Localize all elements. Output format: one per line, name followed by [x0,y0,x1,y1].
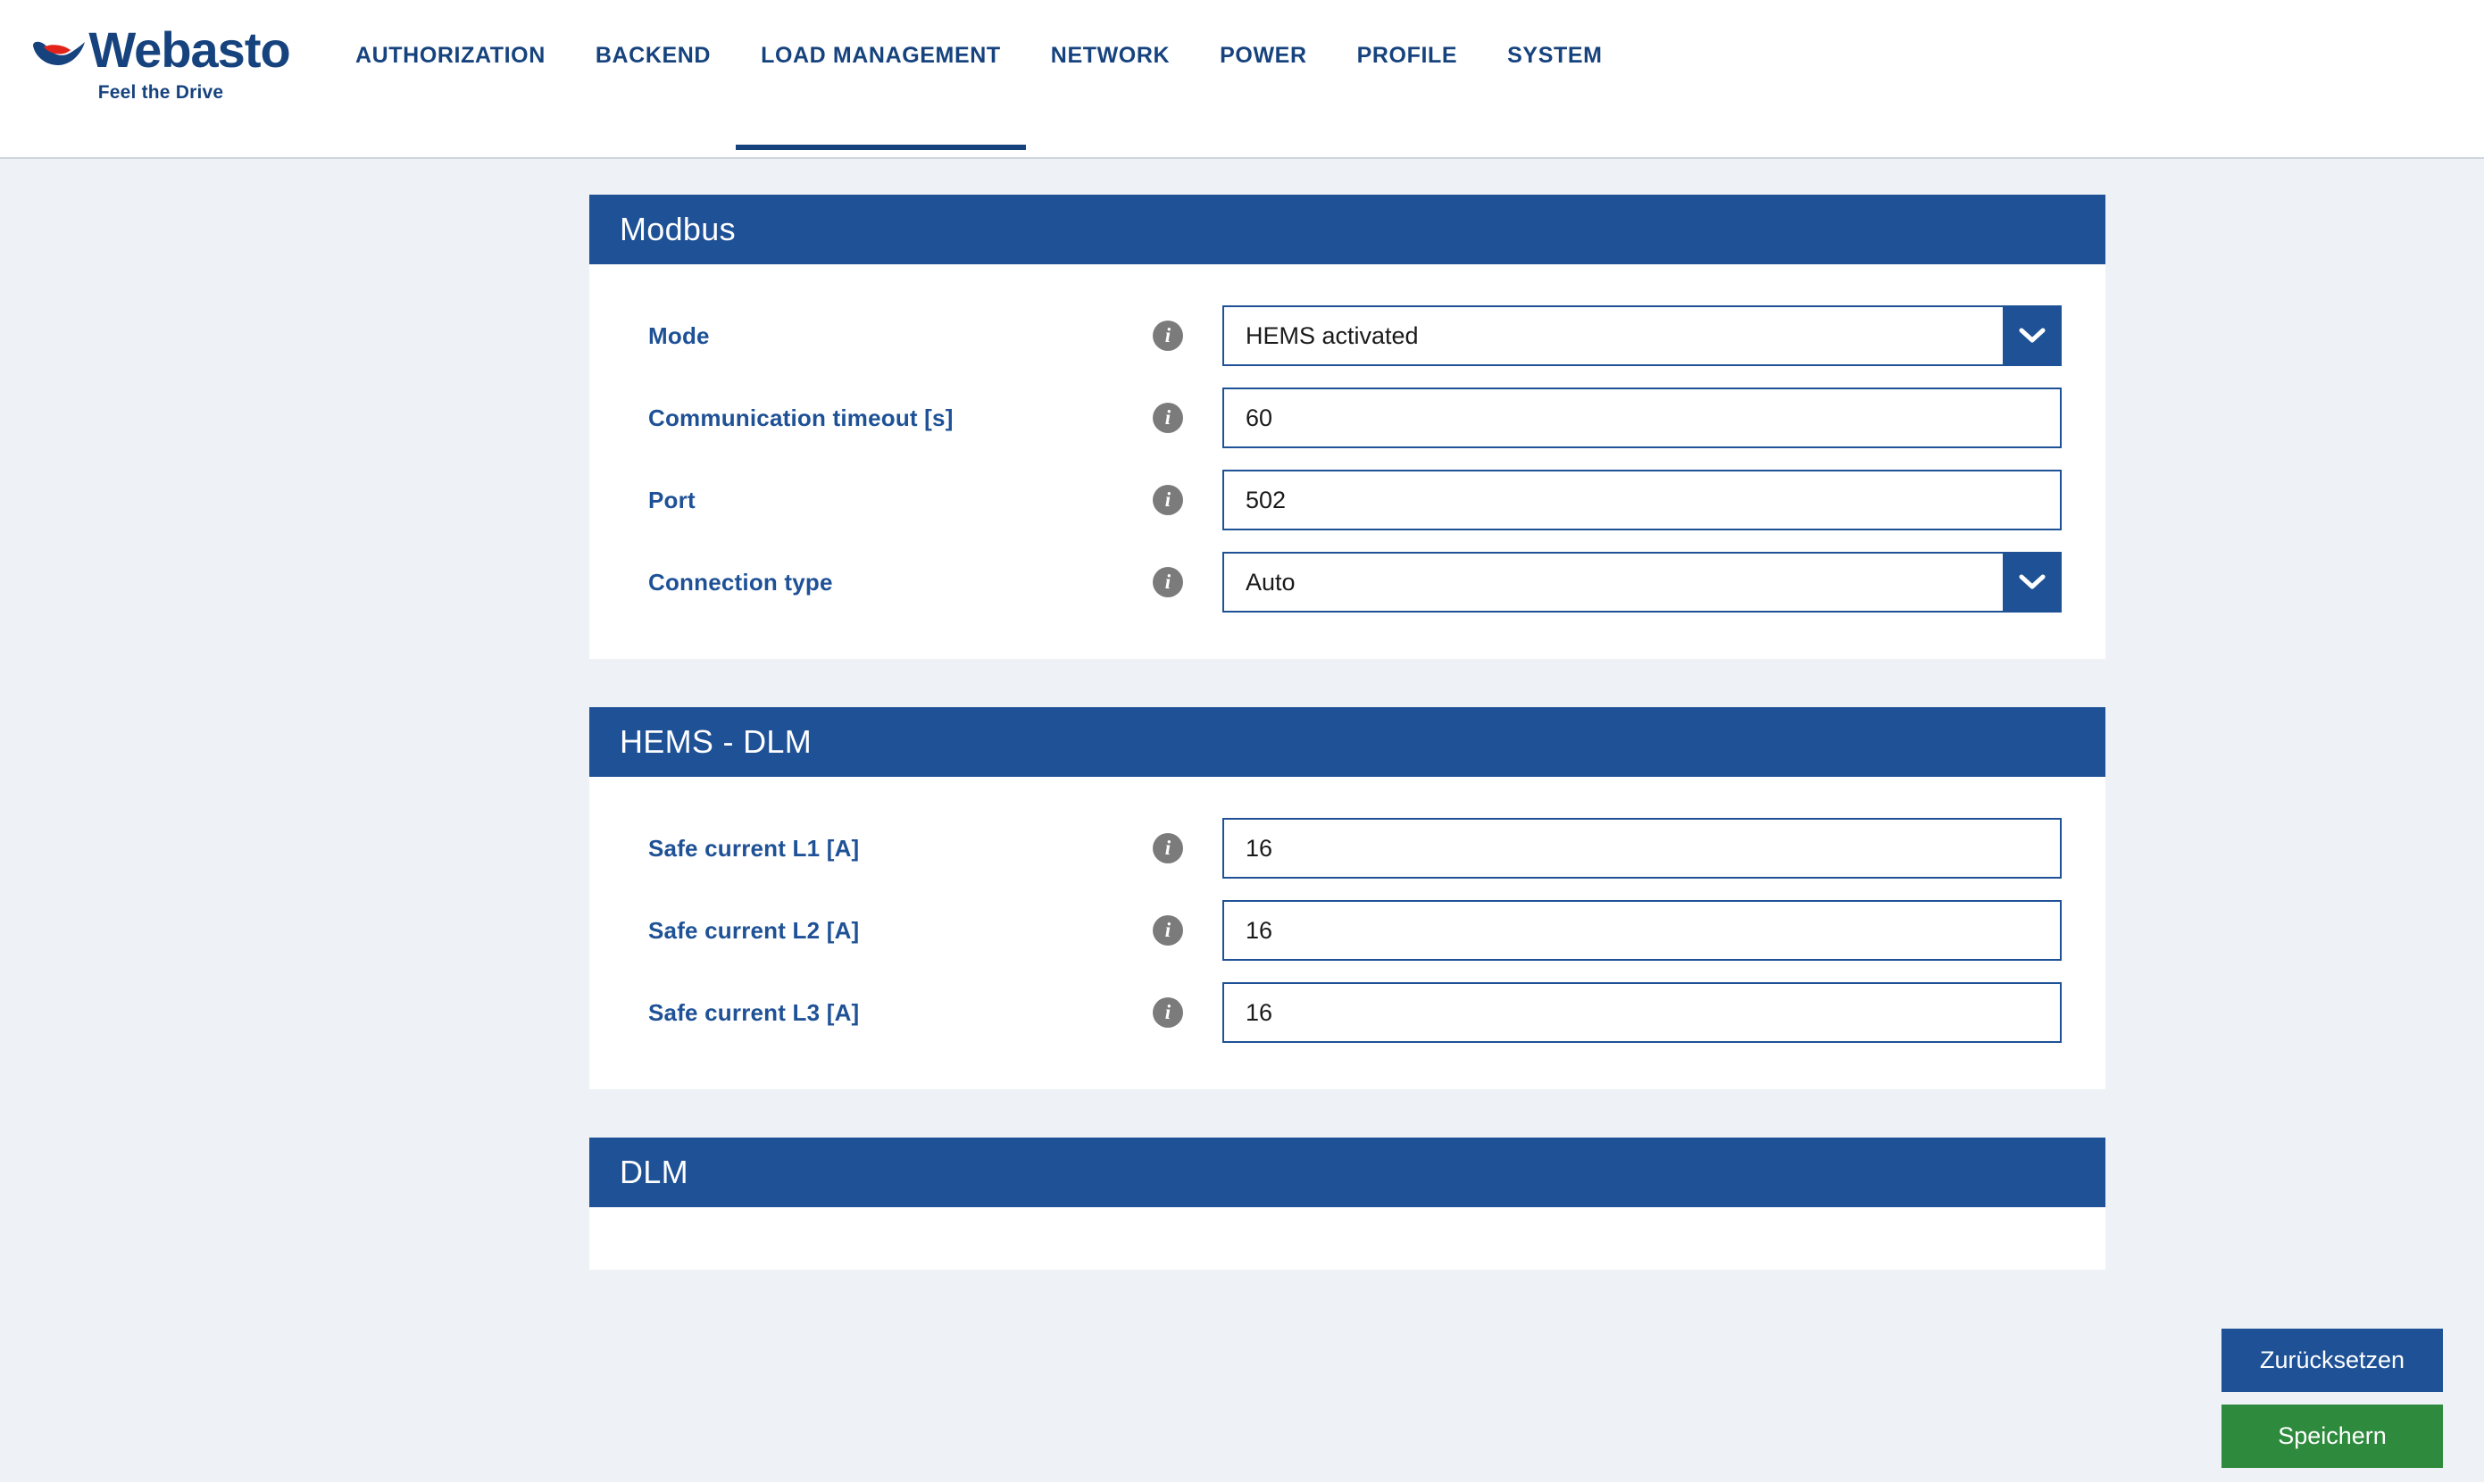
select-connection-type[interactable] [1222,552,2062,613]
card-body-hems-dlm [589,777,2105,1089]
nav-item-network[interactable]: NETWORK [1050,43,1171,68]
page-left-gutter [0,159,589,1482]
label-safe-current-l3: Safe current L3 [A] [648,998,860,1026]
label-safe-current-l1: Safe current L1 [A] [648,834,860,862]
card-title-modbus: Modbus [589,195,2105,264]
main-navigation [330,43,1628,159]
action-buttons [2221,1329,2443,1468]
chevron-down-icon[interactable] [2003,305,2062,366]
input-safe-current-l3[interactable] [1222,982,2062,1043]
input-port-value: 502 [1246,486,1287,513]
card-hems-dlm [589,707,2105,1089]
card-body-dlm [589,1207,2105,1270]
nav-item-load-management[interactable]: LOAD MANAGEMENT [736,43,1026,150]
nav-item-profile[interactable]: PROFILE [1356,43,1458,68]
webasto-swoosh-icon [31,32,87,68]
chevron-down-icon[interactable] [2003,552,2062,613]
info-icon[interactable]: i [1153,403,1183,433]
input-communication-timeout[interactable] [1222,388,2062,448]
select-mode[interactable] [1222,305,2062,366]
label-mode: Mode [648,321,710,349]
logo-tagline: Feel the Drive [97,82,224,103]
card-modbus [589,195,2105,659]
row-mode [589,295,2105,377]
label-port: Port [648,486,696,513]
info-icon[interactable]: i [1153,485,1183,515]
logo-text: Webasto [88,21,290,78]
info-icon[interactable]: i [1153,997,1183,1028]
logo-wordmark [31,21,290,78]
label-connection-type: Connection type [648,568,833,596]
nav-item-backend[interactable]: BACKEND [595,43,712,68]
page-body [0,159,2484,1482]
input-communication-timeout-value: 60 [1246,404,1273,431]
row-port [589,459,2105,541]
card-title-hems-dlm: HEMS - DLM [589,707,2105,777]
nav-item-system[interactable]: SYSTEM [1507,43,1603,68]
label-safe-current-l2: Safe current L2 [A] [648,916,860,944]
input-safe-current-l2[interactable] [1222,900,2062,961]
input-safe-current-l1-value: 16 [1246,834,1273,862]
save-button[interactable]: Speichern [2221,1405,2443,1468]
input-safe-current-l1[interactable] [1222,818,2062,879]
app-header [0,0,2484,159]
info-icon[interactable]: i [1153,833,1183,863]
reset-button[interactable]: Zurücksetzen [2221,1329,2443,1392]
brand-logo[interactable] [0,0,295,104]
row-connection-type [589,541,2105,623]
info-icon[interactable]: i [1153,915,1183,946]
row-communication-timeout [589,377,2105,459]
card-dlm [589,1138,2105,1270]
select-connection-type-value: Auto [1246,568,1296,596]
input-port[interactable] [1222,470,2062,530]
select-mode-value: HEMS activated [1246,321,1419,349]
input-safe-current-l2-value: 16 [1246,916,1273,944]
label-communication-timeout: Communication timeout [s] [648,404,954,431]
card-body-modbus [589,264,2105,659]
nav-item-power[interactable]: POWER [1220,43,1307,68]
info-icon[interactable]: i [1153,567,1183,597]
settings-content [589,195,2105,1318]
nav-item-authorization[interactable]: AUTHORIZATION [355,43,546,68]
row-safe-current-l3 [589,971,2105,1054]
row-safe-current-l1 [589,807,2105,889]
info-icon[interactable]: i [1153,321,1183,351]
card-title-dlm: DLM [589,1138,2105,1207]
input-safe-current-l3-value: 16 [1246,998,1273,1026]
row-safe-current-l2 [589,889,2105,971]
